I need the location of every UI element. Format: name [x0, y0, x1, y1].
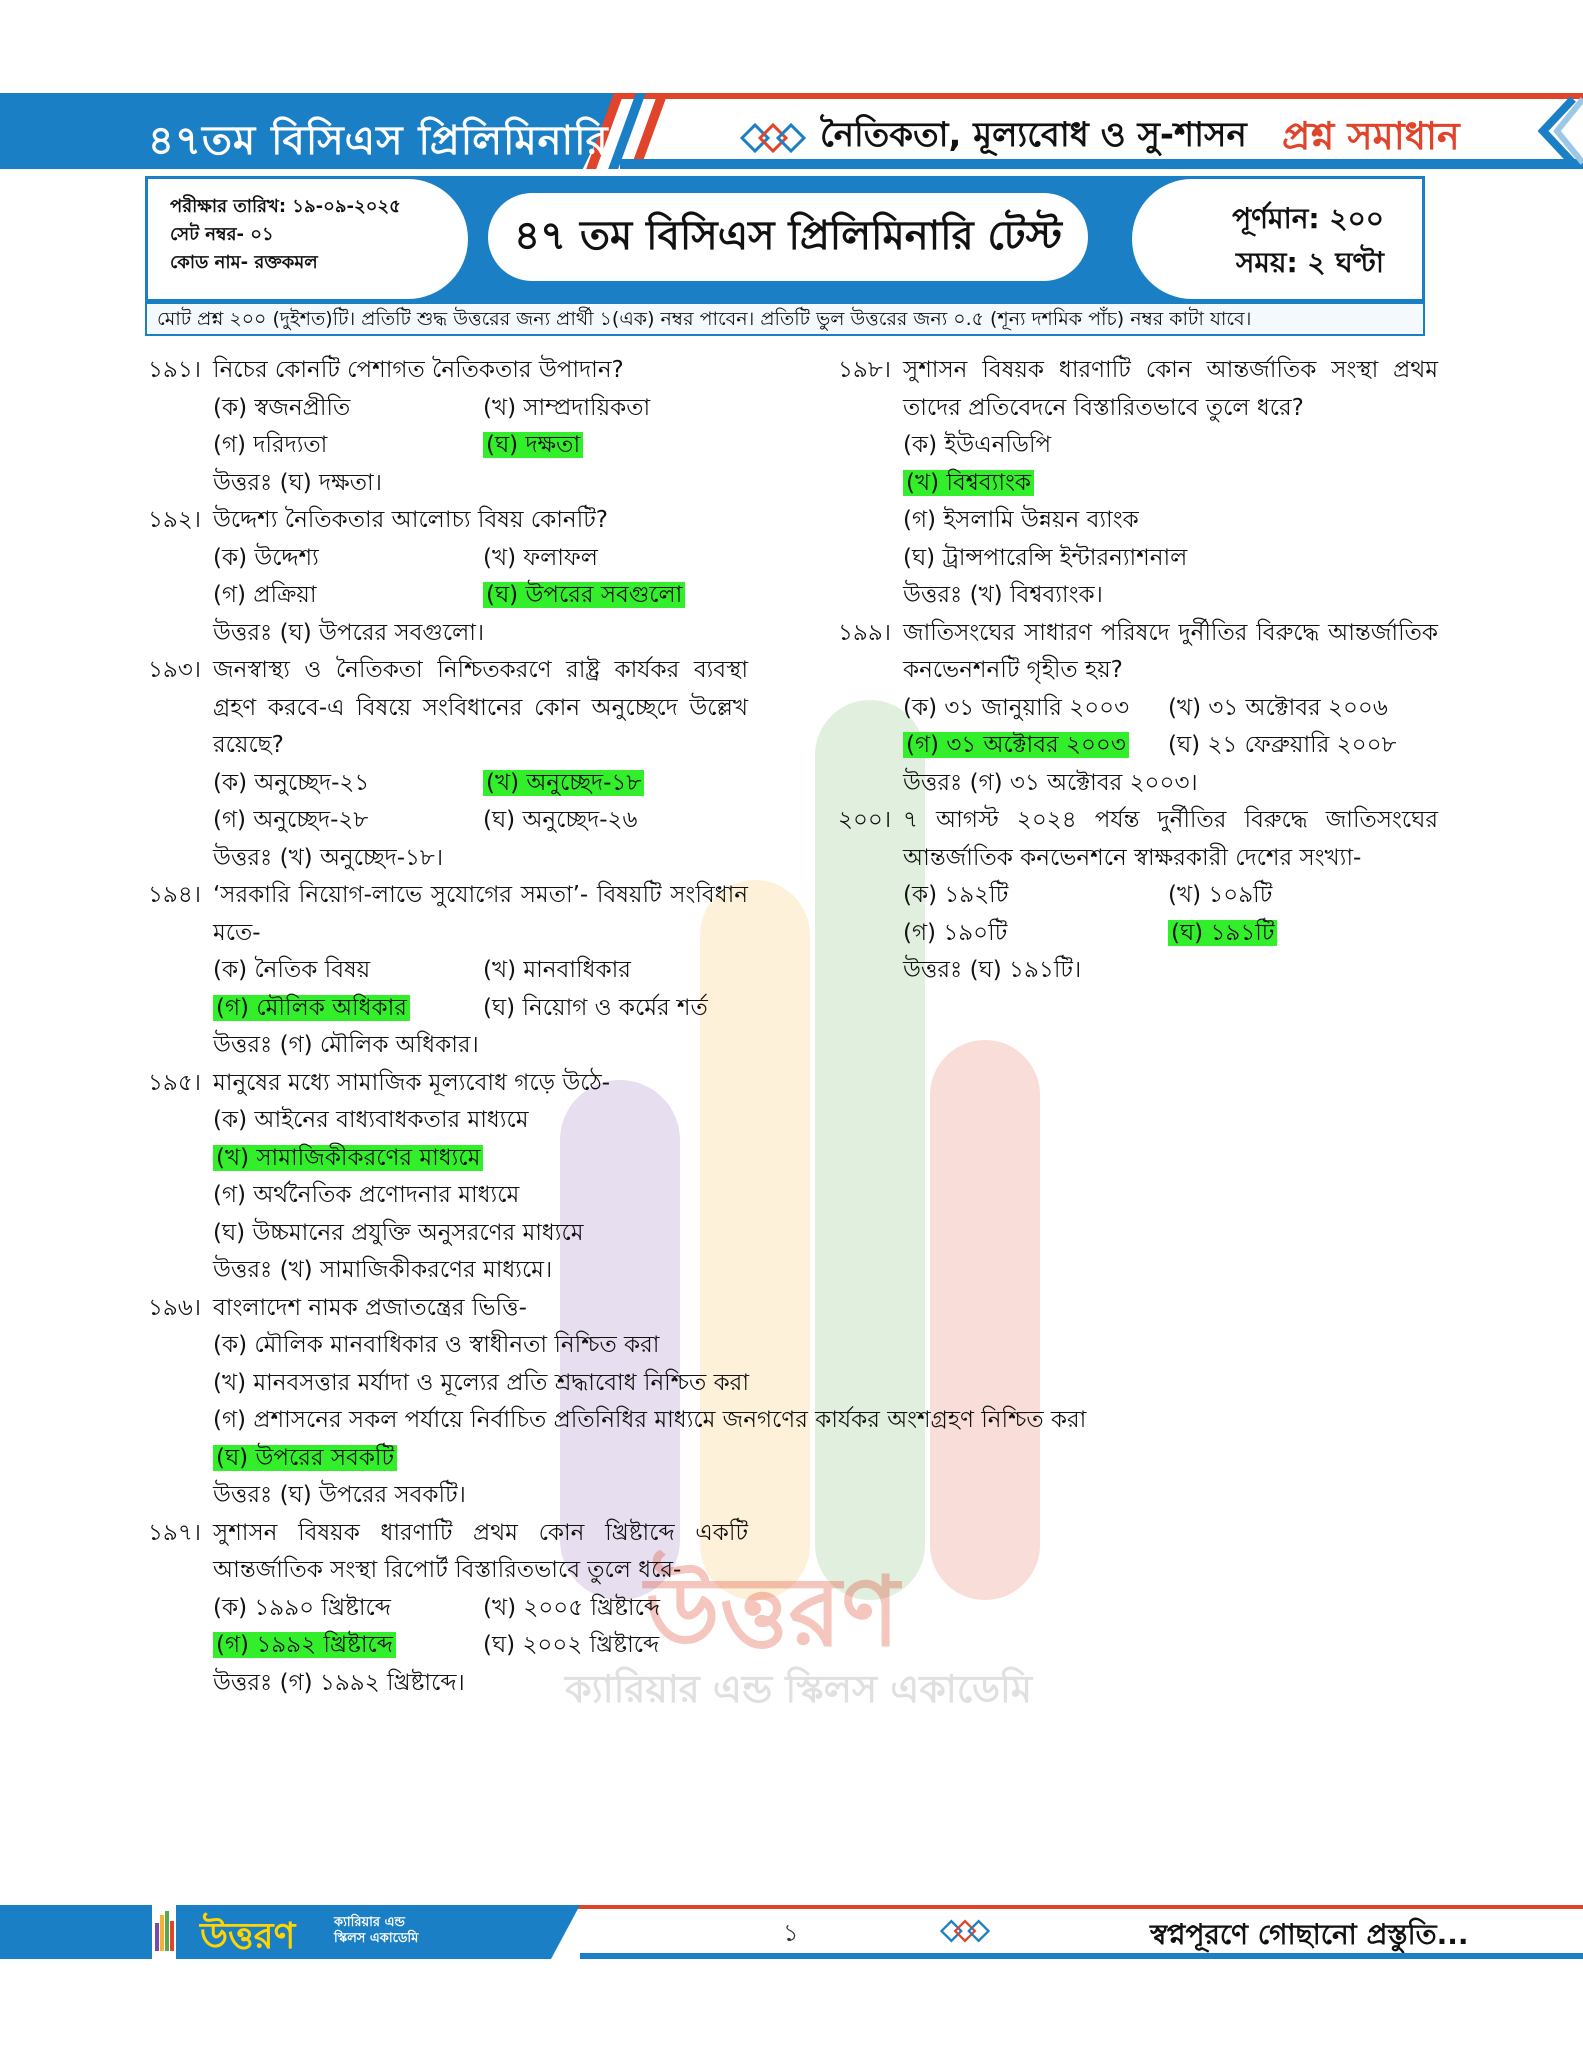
exam-date: পরীক্ষার তারিখ: ১৯-০৯-২০২৫ — [170, 196, 401, 217]
question-text: নিচের কোনটি পেশাগত নৈতিকতার উপাদান? — [213, 357, 624, 383]
option-label: (গ) প্রশাসনের সকল পর্যায়ে নির্বাচিত প্রতিনিধির মাধ্যমে জনগণের কার্যকর অংশগ্রহণ নিশ্চিত করা — [213, 1407, 1087, 1433]
option-label: (খ) মানবসত্তার মর্যাদা ও মূল্যের প্রতি শ্রদ্ধাবোধ নিশ্চিত করা — [213, 1369, 749, 1396]
question-number: ১৯৬। — [148, 1294, 202, 1321]
option-correct — [213, 1140, 748, 1178]
question-block — [838, 802, 1438, 990]
option-label: (খ) ১০৯টি — [1168, 882, 1273, 908]
option-correct — [483, 765, 783, 803]
footer-brand-sub-1: ক্যারিয়ার এন্ড — [334, 1915, 405, 1930]
option-label: (গ) অনুচ্ছেদ-২৮ — [213, 807, 369, 833]
question-number: ১৯২। — [148, 507, 202, 533]
question-number: ১৯৩। — [148, 657, 202, 683]
option — [213, 390, 483, 428]
question-stem — [148, 502, 748, 540]
page-number: ১ — [783, 1919, 799, 1947]
option — [213, 765, 483, 803]
option-label: (ক) ১৯৯০ খ্রিষ্টাব্দে — [213, 1594, 391, 1621]
option-label: (গ) ১৯৯২ খ্রিষ্টাব্দে — [213, 1632, 396, 1658]
option-label: (খ) সাম্প্রদায়িকতা — [483, 394, 651, 421]
question-text: বাংলাদেশ নামক প্রজাতন্ত্রের ভিত্তি- — [213, 1294, 527, 1321]
options-group — [213, 540, 748, 615]
option-correct — [483, 577, 783, 615]
option — [483, 540, 783, 578]
question-stem — [838, 802, 1438, 877]
question-block — [148, 652, 748, 877]
option-correct — [903, 465, 1438, 503]
option-label: (গ) ইসলামি উন্নয়ন ব্যাংক — [903, 507, 1139, 533]
question-stem — [148, 1065, 748, 1103]
question-block — [148, 877, 748, 1065]
option-label: (ঘ) উচ্চমানের প্রযুক্তি অনুসরণের মাধ্যমে — [213, 1219, 584, 1246]
option — [483, 990, 783, 1028]
banner-subject-row — [740, 109, 1247, 166]
question-block — [148, 1515, 748, 1703]
question-block — [838, 615, 1438, 803]
option-label: (গ) দরিদ্যতা — [213, 432, 328, 458]
question-number: ২০০। — [838, 807, 892, 833]
option-label: (ঘ) ২১ ফেব্রুয়ারি ২০০৮ — [1168, 732, 1397, 758]
question-block — [838, 352, 1438, 615]
option-label: (গ) অর্থনৈতিক প্রণোদনার মাধ্যমে — [213, 1182, 520, 1208]
answer-line: উত্তরঃ (গ) ১৯৯২ খ্রিষ্টাব্দে। — [213, 1669, 465, 1696]
option-label: (ঘ) নিয়োগ ও কর্মের শর্ত — [483, 994, 708, 1021]
academy-logo-icon — [152, 1905, 176, 1959]
option-label: (খ) ২০০৫ খ্রিষ্টাব্দে — [483, 1594, 660, 1621]
question-block — [148, 502, 748, 652]
option-label: (ঘ) উপরের সবগুলো — [483, 582, 685, 608]
option-label: (খ) মানবাধিকার — [483, 957, 631, 983]
options-group — [213, 1102, 748, 1252]
option — [483, 952, 783, 990]
marking-notice: মোট প্রশ্ন ২০০ (দুইশত)টি। প্রতিটি শুদ্ধ উত্তরের জন্য প্রার্থী ১(এক) নম্বর পাবেন। প্রতিটি ভুল উত্তরের জন্য ০.৫ (শূন্য দশমিক পাঁচ) নম্বর কাটা যাবে। — [145, 302, 1425, 336]
answer-line: উত্তরঃ (ঘ) উপরের সবগুলো। — [213, 619, 485, 646]
option — [483, 802, 783, 840]
option-label: (ক) মৌলিক মানবাধিকার ও স্বাধীনতা নিশ্চিত করা — [213, 1332, 660, 1358]
option — [213, 1215, 748, 1253]
option — [1168, 727, 1448, 765]
answer-line: উত্তরঃ (গ) মৌলিক অধিকার। — [213, 1032, 479, 1058]
option-correct — [903, 727, 1168, 765]
option — [903, 502, 1438, 540]
option — [213, 1590, 483, 1628]
option-label: (ক) নৈতিক বিষয় — [213, 957, 371, 983]
questions-right-column — [838, 352, 1438, 990]
question-number: ১৯৪। — [148, 882, 201, 908]
option — [903, 877, 1168, 915]
option-label: (ঘ) অনুচ্ছেদ-২৬ — [483, 807, 638, 833]
options-group — [903, 427, 1438, 577]
question-number: ১৯৭। — [148, 1519, 202, 1546]
watermark-bar-red — [930, 1040, 1040, 1600]
question-number: ১৯১। — [148, 357, 201, 383]
options-group — [213, 1327, 1087, 1477]
option — [213, 802, 483, 840]
options-group — [213, 390, 748, 465]
question-number: ১৯৯। — [838, 619, 891, 646]
question-number: ১৯৫। — [148, 1069, 201, 1096]
question-number: ১৯৮। — [838, 357, 891, 383]
option-label: (ক) স্বজনপ্রীতি — [213, 394, 351, 421]
exam-time: সময়: ২ ঘণ্টা — [1235, 246, 1384, 279]
option — [483, 1590, 783, 1628]
option — [903, 690, 1168, 728]
option — [903, 427, 1438, 465]
question-stem — [148, 1290, 748, 1328]
options-group — [213, 1590, 748, 1665]
answer-line: উত্তরঃ (ঘ) উপরের সবকটি। — [213, 1482, 466, 1508]
option — [213, 1402, 1087, 1440]
question-stem — [148, 652, 748, 765]
option-label: (ঘ) ট্রান্সপারেন্সি ইন্টারন্যাশনাল — [903, 544, 1188, 571]
answer-line: উত্তরঃ (খ) সামাজিকীকরণের মাধ্যমে। — [213, 1257, 553, 1283]
answer-line: উত্তরঃ (ঘ) দক্ষতা। — [213, 469, 382, 496]
question-stem — [838, 615, 1438, 690]
option-correct — [213, 1440, 748, 1478]
option-label: (ক) উদ্দেশ্য — [213, 544, 319, 571]
option-label: (ঘ) উপরের সবকটি — [213, 1445, 397, 1471]
banner-exam-title: ৪৭তম বিসিএস প্রিলিমিনারি — [148, 118, 609, 164]
top-banner — [0, 93, 1583, 169]
exam-header-box — [145, 176, 1425, 302]
exam-meta-panel — [148, 179, 468, 299]
option-label: (গ) মৌলিক অধিকার — [213, 995, 410, 1021]
answer-line: উত্তরঃ (গ) ৩১ অক্টোবর ২০০৩। — [903, 769, 1198, 796]
marks-info — [1232, 197, 1384, 285]
exam-meta — [170, 193, 401, 277]
option — [213, 1327, 748, 1365]
question-text: সুশাসন বিষয়ক ধারণাটি প্রথম কোন খ্রিষ্টাব্দে একটি আন্তর্জাতিক সংস্থা রিপোর্ট বিস্তারিতভাবে তুলে ধরে- — [213, 1519, 748, 1583]
test-title: ৪৭ তম বিসিএস প্রিলিমিনারি টেস্ট — [488, 193, 1088, 281]
banner-underline — [620, 159, 1583, 169]
full-marks: পূর্ণমান: ২০০ — [1232, 202, 1384, 235]
option-correct — [213, 1627, 483, 1665]
option — [1168, 690, 1448, 728]
option-label: (ক) ৩১ জানুয়ারি ২০০৩ — [903, 694, 1130, 721]
diamond-chain-icon — [740, 123, 806, 153]
answer-line: উত্তরঃ (খ) অনুচ্ছেদ-১৮। — [213, 844, 444, 871]
page-footer — [0, 1905, 1583, 1959]
option — [213, 952, 483, 990]
watermark-brand: উত্তরণ — [645, 1556, 900, 1668]
set-number: সেট নম্বর- ০১ — [170, 224, 274, 245]
marks-panel — [1132, 179, 1422, 299]
chevron-left-icon — [1523, 93, 1583, 169]
option-correct — [213, 990, 483, 1028]
question-text: জনস্বাস্থ্য ও নৈতিকতা নিশ্চিতকরণে রাষ্ট্র কার্যকর ব্যবস্থা গ্রহণ করবে-এ বিষয়ে সংবিধানের কোন অনুচ্ছেদে উল্লেখ রয়েছে? — [213, 657, 748, 758]
question-text: মানুষের মধ্যে সামাজিক মূল্যবোধ গড়ে উঠে- — [213, 1069, 611, 1096]
code-name: কোড নাম- রক্তকমল — [170, 252, 318, 273]
option — [1168, 877, 1448, 915]
options-group — [903, 690, 1438, 765]
question-stem — [838, 352, 1438, 427]
option-label: (খ) বিশ্বব্যাংক — [903, 470, 1034, 496]
option — [903, 540, 1438, 578]
option-label: (খ) অনুচ্ছেদ-১৮ — [483, 770, 644, 796]
question-block — [148, 1065, 748, 1290]
option-label: (ঘ) ২০০২ খ্রিষ্টাব্দে — [483, 1632, 660, 1658]
options-group — [213, 952, 748, 1027]
footer-motto: স্বপ্নপূরণে গোছানো প্রস্তুতি... — [1150, 1918, 1469, 1951]
watermark-subtitle: ক্যারিয়ার এন্ড স্কিলস একাডেমি — [565, 1667, 1033, 1711]
footer-brand: উত্তরণ — [200, 1916, 296, 1957]
option-label: (ঘ) ১৯১টি — [1168, 920, 1277, 946]
option-correct — [1168, 915, 1448, 953]
option-label: (গ) প্রক্রিয়া — [213, 582, 317, 608]
diamond-chain-icon — [940, 1919, 990, 1943]
banner-solution-tag: প্রশ্ন সমাধান — [1282, 114, 1460, 158]
option — [213, 427, 483, 465]
option — [213, 540, 483, 578]
option-correct — [483, 427, 783, 465]
option — [213, 577, 483, 615]
option-label: (ক) অনুচ্ছেদ-২১ — [213, 769, 370, 796]
option-label: (ক) ১৯২টি — [903, 882, 1009, 908]
question-text: উদ্দেশ্য নৈতিকতার আলোচ্য বিষয় কোনটি? — [213, 507, 608, 533]
option-label: (খ) ফলাফল — [483, 544, 598, 571]
question-text: সুশাসন বিষয়ক ধারণাটি কোন আন্তর্জাতিক সংস্থা প্রথম তাদের প্রতিবেদনে বিস্তারিতভাবে তুলে ধরে? — [903, 357, 1438, 421]
answer-line: উত্তরঃ (খ) বিশ্বব্যাংক। — [903, 582, 1103, 608]
question-stem — [148, 352, 748, 390]
option-label: (গ) ১৯০টি — [903, 919, 1008, 946]
question-stem — [148, 877, 748, 952]
option-label: (ক) আইনের বাধ্যবাধকতার মাধ্যমে — [213, 1107, 529, 1133]
option — [483, 390, 783, 428]
option-label: (খ) ৩১ অক্টোবর ২০০৬ — [1168, 694, 1388, 721]
question-text: জাতিসংঘের সাধারণ পরিষদে দুর্নীতির বিরুদ্ধে আন্তর্জাতিক কনভেনশনটি গৃহীত হয়? — [903, 619, 1438, 683]
question-block — [148, 352, 748, 502]
question-text: ৭ আগস্ট ২০২৪ পর্যন্ত দুর্নীতির বিরুদ্ধে জাতিসংঘের আন্তর্জাতিক কনভেনশনে স্বাক্ষরকারী দেশের সংখ্যা- — [903, 807, 1438, 871]
option-label: (খ) সামাজিকীকরণের মাধ্যমে — [213, 1145, 483, 1171]
option-label: (ঘ) দক্ষতা — [483, 432, 583, 458]
answer-line: উত্তরঃ (ঘ) ১৯১টি। — [903, 957, 1082, 983]
question-block — [148, 1290, 1087, 1515]
options-group — [903, 877, 1438, 952]
option — [483, 1627, 783, 1665]
option-label: (ক) ইউএনডিপি — [903, 432, 1052, 458]
option-label: (গ) ৩১ অক্টোবর ২০০৩ — [903, 732, 1129, 758]
footer-underline — [580, 1953, 1583, 1959]
footer-brand-sub — [334, 1915, 418, 1947]
option — [903, 915, 1168, 953]
banner-subject: নৈতিকতা, মূল্যবোধ ও সু-শাসন — [820, 115, 1247, 155]
option — [213, 1365, 748, 1403]
question-stem — [148, 1515, 748, 1590]
question-text: ‘সরকারি নিয়োগ-লাভে সুযোগের সমতা’- বিষয়টি সংবিধান মতে- — [213, 882, 748, 946]
footer-brand-sub-2: স্কিলস একাডেমি — [334, 1931, 419, 1946]
option — [213, 1177, 748, 1215]
footer-logo — [152, 1905, 176, 1959]
option — [213, 1102, 748, 1140]
options-group — [213, 765, 748, 840]
